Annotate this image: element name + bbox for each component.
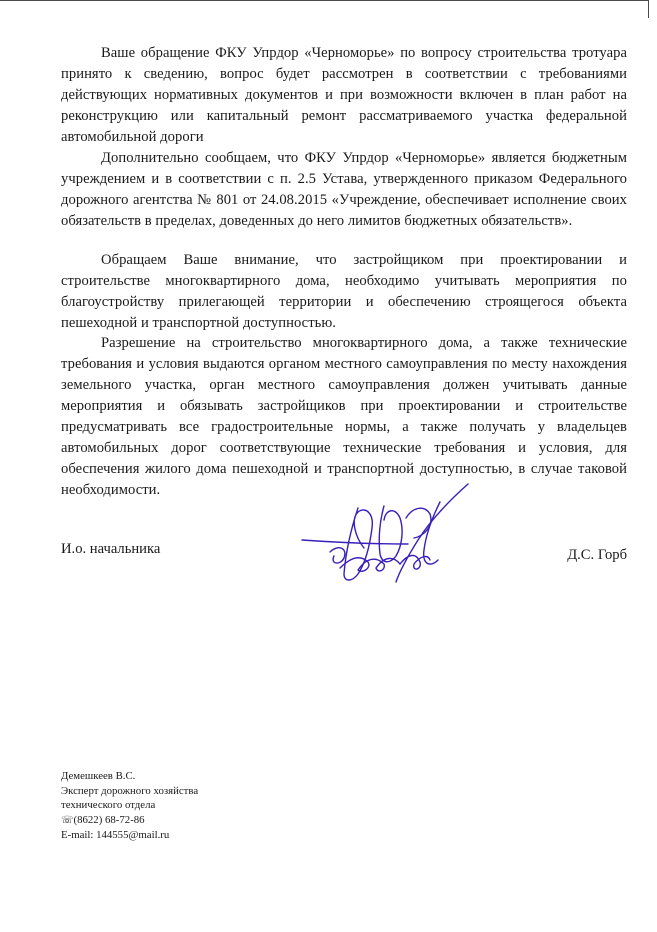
signer-name: Д.С. Горб — [567, 547, 627, 563]
executor-email: E-mail: 144555@mail.ru — [61, 829, 170, 841]
scan-border-right — [648, 0, 649, 18]
letter-paragraph: Обращаем Ваше внимание, что застройщиком при проектировании и строительстве многоквартирного дома, необходимо учитывать мероприятия по благоустройству прилегающей территории и обеспечению строящегося объекта пешеходной и транспортной доступностью. — [61, 252, 627, 331]
executor-phone: (8622) 68-72-86 — [73, 813, 145, 826]
scan-border-top — [0, 0, 648, 1]
telephone-icon: ☏ — [61, 814, 74, 826]
letter-paragraph: Ваше обращение ФКУ Упрдор «Черноморье» по вопросу строительства тротуара принято к сведению, вопрос будет рассмотрен в соответствии с требованиями действующих нормативных документов и при возможности включен в план работ на реконструкцию или капитальный ремонт рассматриваемого участка федеральной автомобильной дороги — [61, 45, 627, 145]
letter-paragraph: Разрешение на строительство многоквартирного дома, а также технические требования и условия выдаются органом местного самоуправления по месту нахождения земельного участка, орган местного самоуправления должен учитывать данные мероприятия и обязывать застройщиков при проектировании и строительстве предусматривать все градостроительные нормы, а также получать у владельцев автомобильных дорог соответствующие технические требования и условия, для обеспечения жилого дома пешеходной и транспортной доступностью, в случае таковой необходимости. — [61, 335, 627, 498]
executor-department: технического отдела — [61, 799, 156, 811]
handwritten-signature — [300, 478, 490, 590]
executor-contacts — [61, 769, 198, 843]
letter-paragraph: Дополнительно сообщаем, что ФКУ Упрдор «Черноморье» является бюджетным учреждением и в соответствии с п. 2.5 Устава, утвержденного приказом Федерального дорожного агентства № 801 от 24.08.2015 «Учреждение, обеспечивает исполнение своих обязательств в пределах, доведенных до него лимитов бюджетных обязательств». — [61, 150, 627, 229]
executor-name: Демешкеев В.С. — [61, 770, 136, 782]
executor-phone-line — [61, 813, 198, 829]
signer-position: И.о. начальника — [61, 541, 161, 557]
executor-role: Эксперт дорожного хозяйства — [61, 784, 199, 797]
